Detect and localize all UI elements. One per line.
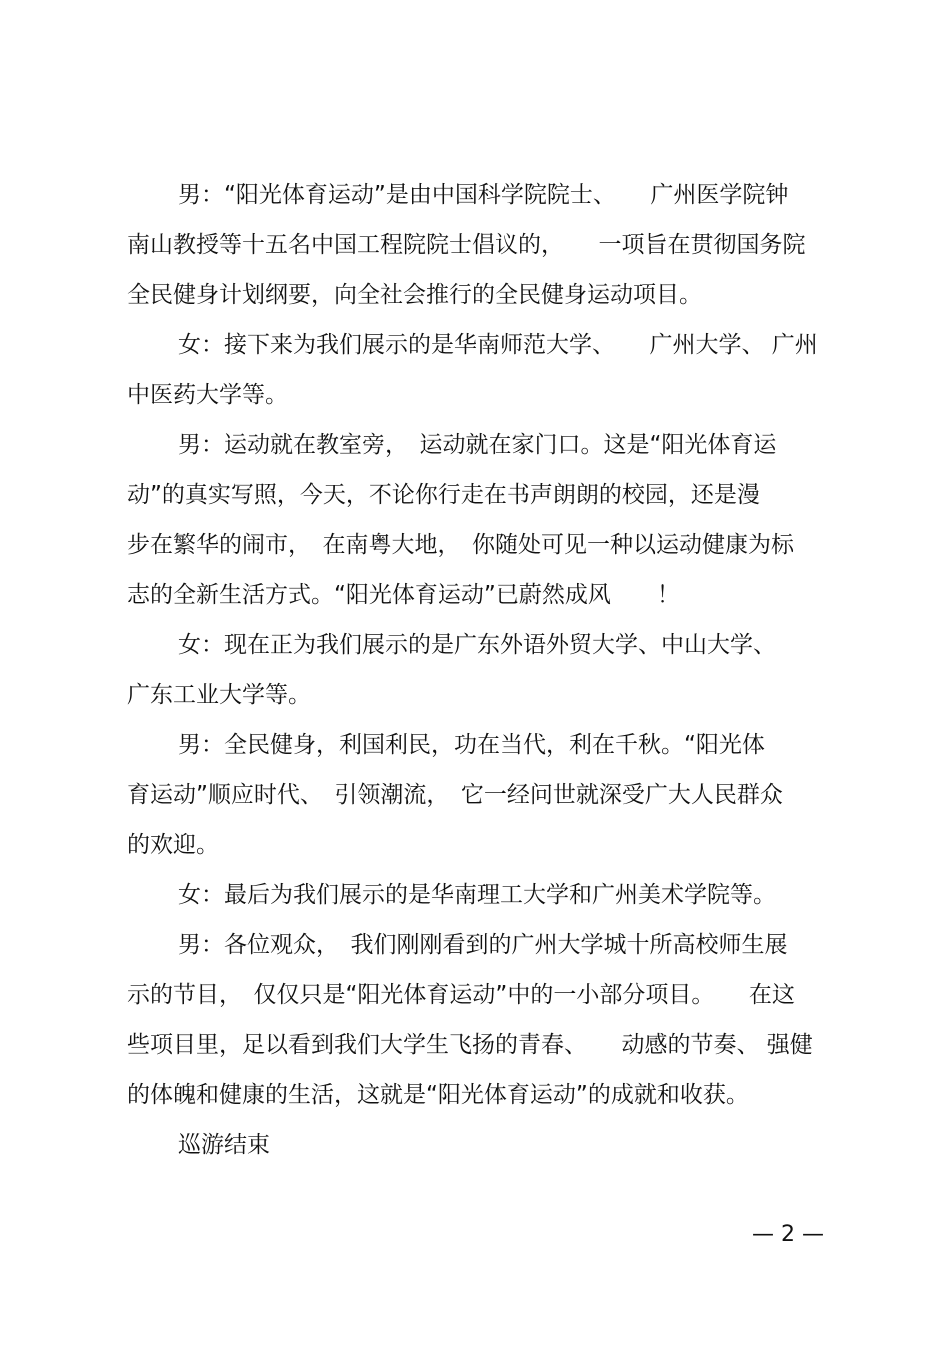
text-line: 的体魄和健康的生活，这就是“阳光体育运动”的成就和收获。 xyxy=(127,1082,749,1108)
text-line: 男：运动就在教室旁， 运动就在家门口。这是“阳光体育运 xyxy=(178,432,777,458)
text-line: 示的节目， 仅仅只是“阳光体育运动”中的一小部分项目。 在这 xyxy=(127,982,795,1008)
text-line: 南山教授等十五名中国工程院院士倡议的， 一项旨在贯彻国务院 xyxy=(127,232,806,258)
text-line: 男：全民健身，利国利民，功在当代，利在千秋。“阳光体 xyxy=(178,732,765,758)
text-line: 步在繁华的闹市， 在南粤大地， 你随处可见一种以运动健康为标 xyxy=(127,532,794,558)
text-line: 育运动”顺应时代、 引领潮流， 它一经问世就深受广大人民群众 xyxy=(127,782,783,808)
text-line: 动”的真实写照，今天，不论你行走在书声朗朗的校园，还是漫 xyxy=(127,482,760,508)
text-line: 巡游结束 xyxy=(178,1132,270,1158)
text-line: 女：现在正为我们展示的是广东外语外贸大学、中山大学、 xyxy=(178,632,776,658)
text-line: 女：最后为我们展示的是华南理工大学和广州美术学院等。 xyxy=(178,882,776,908)
text-line: 的欢迎。 xyxy=(127,832,219,858)
text-line: 男：“阳光体育运动”是由中国科学院院士、 广州医学院钟 xyxy=(178,182,789,208)
text-line: 中医药大学等。 xyxy=(127,382,288,408)
text-line: 广东工业大学等。 xyxy=(127,682,311,708)
text-line: 女：接下来为我们展示的是华南师范大学、 广州大学、 广州 xyxy=(178,332,818,358)
text-line: 全民健身计划纲要，向全社会推行的全民健身运动项目。 xyxy=(127,282,702,308)
text-line: 男：各位观众， 我们刚刚看到的广州大学城十所高校师生展 xyxy=(178,932,788,958)
text-line: 些项目里，足以看到我们大学生飞扬的青春、 动感的节奏、 强健 xyxy=(127,1032,813,1058)
page-number: — 2 — xyxy=(752,1222,824,1247)
text-line: 志的全新生活方式。“阳光体育运动”已蔚然成风 ！ xyxy=(127,582,680,608)
